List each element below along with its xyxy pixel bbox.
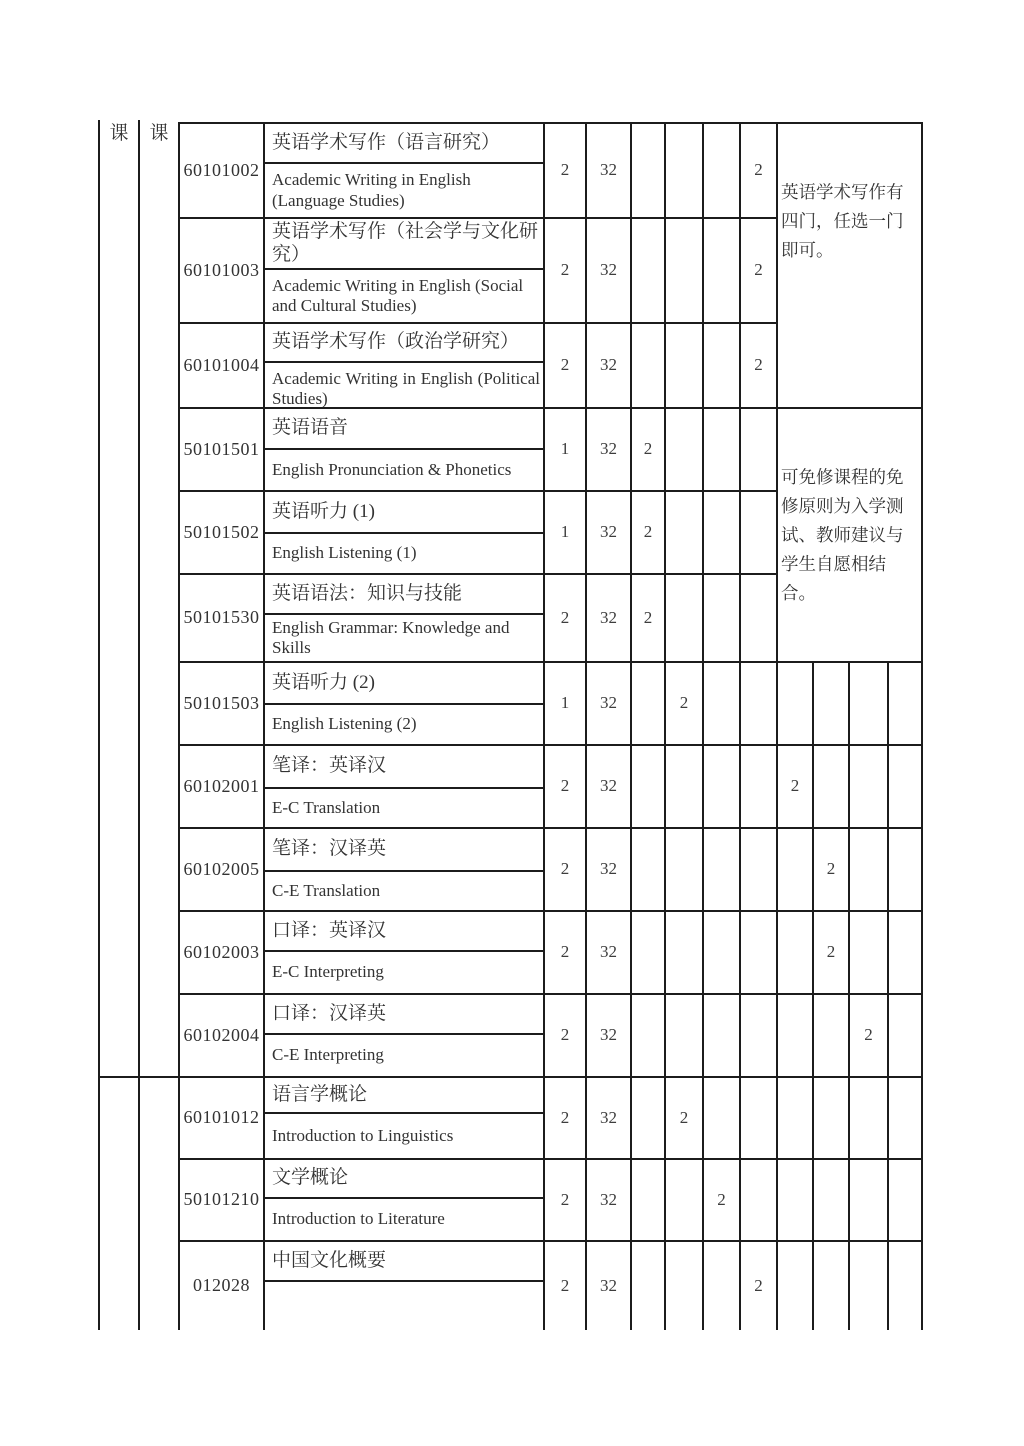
semester-cell <box>630 1240 664 1330</box>
hours-cell: 32 <box>585 573 630 661</box>
category-column-left <box>98 120 138 1076</box>
semester-cell <box>702 1240 739 1330</box>
semester-cell <box>702 993 739 1076</box>
semester-cell <box>887 993 923 1076</box>
semester-cell: 2 <box>702 1158 739 1240</box>
note-cell-writing: 英语学术写作有四门，任选一门即可。 <box>776 122 923 407</box>
course-name-en: Academic Writing in English (Language Studies) <box>263 162 543 217</box>
credits-cell: 2 <box>543 910 585 993</box>
course-code: 60102001 <box>178 744 263 827</box>
course-name-cn: 英语语音 <box>263 407 543 448</box>
semester-cell <box>630 744 664 827</box>
semester-cell <box>664 407 702 490</box>
course-name-en: Academic Writing in English (Social and Cultural Studies) <box>263 268 543 322</box>
semester-cell <box>812 993 848 1076</box>
course-code: 60102003 <box>178 910 263 993</box>
course-code: 50101501 <box>178 407 263 490</box>
credits-cell: 1 <box>543 661 585 744</box>
semester-cell <box>739 993 776 1076</box>
semester-cell <box>848 1158 887 1240</box>
hours-cell: 32 <box>585 744 630 827</box>
semester-cell <box>776 993 812 1076</box>
semester-cell <box>739 1076 776 1158</box>
credits-cell: 2 <box>543 744 585 827</box>
course-name-cn: 口译：英译汉 <box>263 910 543 950</box>
course-code: 60102005 <box>178 827 263 910</box>
semester-cell <box>702 573 739 661</box>
course-code: 50101210 <box>178 1158 263 1240</box>
hours-cell: 32 <box>585 1240 630 1330</box>
semester-cell <box>702 827 739 910</box>
course-name-cn: 中国文化概要 <box>263 1240 543 1280</box>
semester-cell <box>664 827 702 910</box>
semester-cell <box>887 1240 923 1330</box>
semester-cell <box>664 1158 702 1240</box>
semester-cell: 2 <box>630 573 664 661</box>
course-name-en: English Listening (2) <box>263 703 543 744</box>
credits-cell: 2 <box>543 827 585 910</box>
category-column-inner-section2 <box>138 1076 178 1330</box>
course-code: 50101502 <box>178 490 263 573</box>
course-name-cn: 笔译：英译汉 <box>263 744 543 787</box>
semester-cell <box>887 1076 923 1158</box>
semester-cell <box>739 1158 776 1240</box>
semester-cell <box>848 661 887 744</box>
semester-cell <box>887 744 923 827</box>
course-name-cn: 英语学术写作（社会学与文化研究） <box>263 217 543 268</box>
semester-cell: 2 <box>630 407 664 490</box>
hours-cell: 32 <box>585 322 630 407</box>
course-name-en <box>263 1280 543 1330</box>
course-code: 60101003 <box>178 217 263 322</box>
semester-cell <box>776 1076 812 1158</box>
hours-cell: 32 <box>585 1076 630 1158</box>
course-name-en: E-C Interpreting <box>263 950 543 993</box>
course-code: 50101503 <box>178 661 263 744</box>
semester-cell <box>776 910 812 993</box>
course-name-en: English Listening (1) <box>263 532 543 573</box>
hours-cell: 32 <box>585 122 630 217</box>
semester-cell <box>848 827 887 910</box>
category-column-left-section2 <box>98 1076 138 1330</box>
semester-cell: 2 <box>739 217 776 322</box>
course-code: 012028 <box>178 1240 263 1330</box>
course-name-cn: 英语听力 (1) <box>263 490 543 532</box>
semester-cell <box>776 827 812 910</box>
course-name-cn: 笔译：汉译英 <box>263 827 543 870</box>
course-name-cn: 语言学概论 <box>263 1076 543 1112</box>
semester-cell: 2 <box>739 122 776 217</box>
hours-cell: 32 <box>585 993 630 1076</box>
semester-cell <box>664 1240 702 1330</box>
hours-cell: 32 <box>585 1158 630 1240</box>
semester-cell <box>702 217 739 322</box>
semester-cell: 2 <box>812 910 848 993</box>
course-name-en: C-E Interpreting <box>263 1033 543 1076</box>
course-name-en: English Grammar: Knowledge and Skills <box>263 613 543 661</box>
semester-cell <box>776 1240 812 1330</box>
semester-cell <box>776 1158 812 1240</box>
semester-cell: 2 <box>848 993 887 1076</box>
semester-cell <box>664 217 702 322</box>
credits-cell: 1 <box>543 407 585 490</box>
credits-cell: 2 <box>543 1076 585 1158</box>
semester-cell <box>664 490 702 573</box>
semester-cell <box>739 573 776 661</box>
semester-cell <box>776 661 812 744</box>
semester-cell <box>630 1076 664 1158</box>
semester-cell <box>887 1158 923 1240</box>
course-code: 50101530 <box>178 573 263 661</box>
course-code: 60101012 <box>178 1076 263 1158</box>
credits-cell: 2 <box>543 1158 585 1240</box>
semester-cell <box>702 122 739 217</box>
credits-cell: 2 <box>543 217 585 322</box>
semester-cell <box>739 490 776 573</box>
semester-cell <box>887 910 923 993</box>
semester-cell <box>739 827 776 910</box>
course-name-en: C-E Translation <box>263 870 543 910</box>
category-label: 课 <box>109 123 129 144</box>
semester-cell: 2 <box>664 661 702 744</box>
semester-cell <box>739 661 776 744</box>
semester-cell <box>630 993 664 1076</box>
semester-cell <box>664 122 702 217</box>
semester-cell <box>630 217 664 322</box>
semester-cell: 2 <box>739 322 776 407</box>
hours-cell: 32 <box>585 217 630 322</box>
semester-cell <box>739 744 776 827</box>
semester-cell <box>812 1076 848 1158</box>
credits-cell: 2 <box>543 1240 585 1330</box>
course-name-en: Academic Writing in English (Political Studies) <box>263 361 543 407</box>
credits-cell: 2 <box>543 993 585 1076</box>
semester-cell <box>702 910 739 993</box>
semester-cell <box>848 1240 887 1330</box>
course-name-cn: 英语听力 (2) <box>263 661 543 703</box>
semester-cell <box>812 661 848 744</box>
course-name-cn: 英语学术写作（政治学研究） <box>263 322 543 361</box>
semester-cell <box>739 910 776 993</box>
semester-cell: 2 <box>630 490 664 573</box>
hours-cell: 32 <box>585 827 630 910</box>
semester-cell <box>630 1158 664 1240</box>
semester-cell <box>702 322 739 407</box>
hours-cell: 32 <box>585 490 630 573</box>
semester-cell <box>664 322 702 407</box>
semester-cell <box>702 744 739 827</box>
semester-cell <box>630 661 664 744</box>
semester-cell <box>630 122 664 217</box>
credits-cell: 2 <box>543 573 585 661</box>
semester-cell <box>630 910 664 993</box>
course-name-cn: 英语学术写作（语言研究） <box>263 122 543 162</box>
course-name-en: Introduction to Linguistics <box>263 1112 543 1158</box>
semester-cell <box>848 1076 887 1158</box>
credits-cell: 2 <box>543 122 585 217</box>
course-name-en: E-C Translation <box>263 787 543 827</box>
semester-cell: 2 <box>812 827 848 910</box>
semester-cell: 2 <box>776 744 812 827</box>
semester-cell <box>702 661 739 744</box>
hours-cell: 32 <box>585 661 630 744</box>
semester-cell <box>702 407 739 490</box>
semester-cell: 2 <box>739 1240 776 1330</box>
semester-cell <box>812 744 848 827</box>
semester-cell <box>812 1158 848 1240</box>
course-name-en: Introduction to Literature <box>263 1197 543 1240</box>
credits-cell: 2 <box>543 322 585 407</box>
course-code: 60102004 <box>178 993 263 1076</box>
category-label: 课 <box>149 123 169 144</box>
course-name-cn: 口译：汉译英 <box>263 993 543 1033</box>
credits-cell: 1 <box>543 490 585 573</box>
course-code: 60101002 <box>178 122 263 217</box>
course-name-cn: 英语语法：知识与技能 <box>263 573 543 613</box>
semester-cell <box>739 407 776 490</box>
semester-cell <box>848 910 887 993</box>
semester-cell <box>702 490 739 573</box>
semester-cell <box>630 322 664 407</box>
course-name-cn: 文学概论 <box>263 1158 543 1197</box>
semester-cell: 2 <box>664 1076 702 1158</box>
category-column-inner <box>138 120 178 1076</box>
semester-cell <box>630 827 664 910</box>
note-cell-exemption: 可免修课程的免修原则为入学测试、教师建议与学生自愿相结合。 <box>776 407 923 661</box>
hours-cell: 32 <box>585 407 630 490</box>
semester-cell <box>887 661 923 744</box>
semester-cell <box>664 993 702 1076</box>
semester-cell <box>664 744 702 827</box>
course-name-en: English Pronunciation & Phonetics <box>263 448 543 490</box>
hours-cell: 32 <box>585 910 630 993</box>
semester-cell <box>664 573 702 661</box>
semester-cell <box>702 1076 739 1158</box>
course-code: 60101004 <box>178 322 263 407</box>
semester-cell <box>848 744 887 827</box>
semester-cell <box>664 910 702 993</box>
semester-cell <box>887 827 923 910</box>
semester-cell <box>812 1240 848 1330</box>
